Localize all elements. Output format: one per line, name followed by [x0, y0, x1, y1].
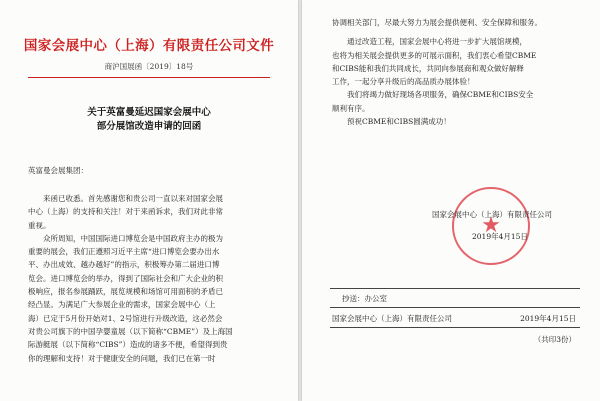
footer-issuer-row — [332, 313, 576, 324]
text-line: 你的理解和支持！对于健康安全的问题，我们已在第一时 — [28, 353, 216, 363]
paragraph — [28, 232, 284, 365]
text-line: 重要的展会，我们正遵照习近平主席“进口博览会要办出水 — [28, 247, 220, 257]
paragraph: 协调相关部门，尽最大努力为展会提供便利、安全保障和服务。 — [332, 18, 542, 27]
signing-date: 2019年4月15日 — [472, 232, 528, 241]
text-line: 重视。 — [28, 220, 51, 230]
paragraph — [28, 192, 284, 232]
text-line: 也将为相关展会提供更多的可展示面积，我们衷心希望CBME — [332, 50, 537, 60]
paragraph — [332, 35, 584, 88]
text-line: 来函已收悉。首先感谢您和贵公司一直以来对国家会展 — [43, 194, 223, 203]
footer-date: 2019年4月15日 — [520, 314, 576, 323]
text-line: 顺利有序。 — [332, 103, 370, 113]
print-count: （共印3份） — [533, 335, 576, 344]
paragraph — [332, 88, 584, 115]
text-line: 工作，一起分享升级后的高品质办展体验！ — [332, 77, 475, 87]
text-line: 览会。进口博览会的举办，得到了国际社会和广大企业的积 — [28, 273, 223, 283]
text-line: 通过改造工程，国家会展中心将进一步扩大展馆规模， — [347, 37, 527, 47]
cc-line: 抄送：办公室 — [342, 294, 387, 303]
text-line: 我们将竭力做好现场各项服务，确保CBME和CIBS安全 — [347, 90, 534, 100]
letter-title — [0, 106, 298, 134]
title-line: 关于英富曼延迟国家会展中心 — [87, 107, 211, 118]
text-line: 极响应，报名参展踊跃，展览规模和场馆可用面积的矛盾已 — [28, 287, 223, 297]
seal-star-icon: ★ — [481, 213, 501, 238]
text-line: 中心（上海）的支持和关注！对于来函诉求，我们对此非常 — [28, 207, 223, 217]
signer-organization: 国家会展中心（上海）有限责任公司 — [432, 210, 552, 219]
text-line: 众所周知，中国国际进口博览会是中国政府主办的极为 — [43, 233, 223, 243]
addressee: 英富曼会展集团： — [28, 166, 88, 175]
footer-rule — [330, 288, 580, 289]
right-page — [302, 0, 600, 401]
paragraph: 预祝CBME和CIBS圆满成功！ — [347, 117, 451, 127]
text-line: 际游艇展（以下简称“CIBS”）造成的诸多不便，希望得到贵 — [28, 340, 228, 350]
document-number: 商沪国展函〔2019〕18号 — [104, 62, 194, 71]
text-line: 海）已定于5月份开始对1、2号馆进行升级改造，这必然会 — [28, 313, 223, 323]
red-divider — [28, 77, 270, 78]
document-header: 国家会展中心（上海）有限责任公司文件 — [23, 38, 275, 54]
letter-body-left — [28, 192, 284, 365]
left-page — [0, 0, 298, 401]
text-line: 经凸显。为满足广大参展企业的需求，国家会展中心（上 — [28, 300, 216, 310]
footer-rule — [330, 327, 580, 328]
title-line: 部分展馆改造申请的回函 — [96, 121, 202, 132]
letter-body-right — [332, 16, 584, 128]
text-line: 和CIBS能和我们共同成长，共同向参展商和观众做好解释 — [332, 63, 524, 73]
official-seal — [452, 187, 530, 265]
text-line: 对贵公司旗下的中国孕婴童展（以下简称“CBME”）及上海国 — [28, 326, 233, 336]
footer-rule — [330, 307, 580, 308]
footer-organization: 国家会展中心（上海）有限责任公司 — [332, 314, 452, 323]
text-line: 平、办出成效、越办越好”的指示，积极筹办第二届进口博 — [28, 260, 220, 270]
